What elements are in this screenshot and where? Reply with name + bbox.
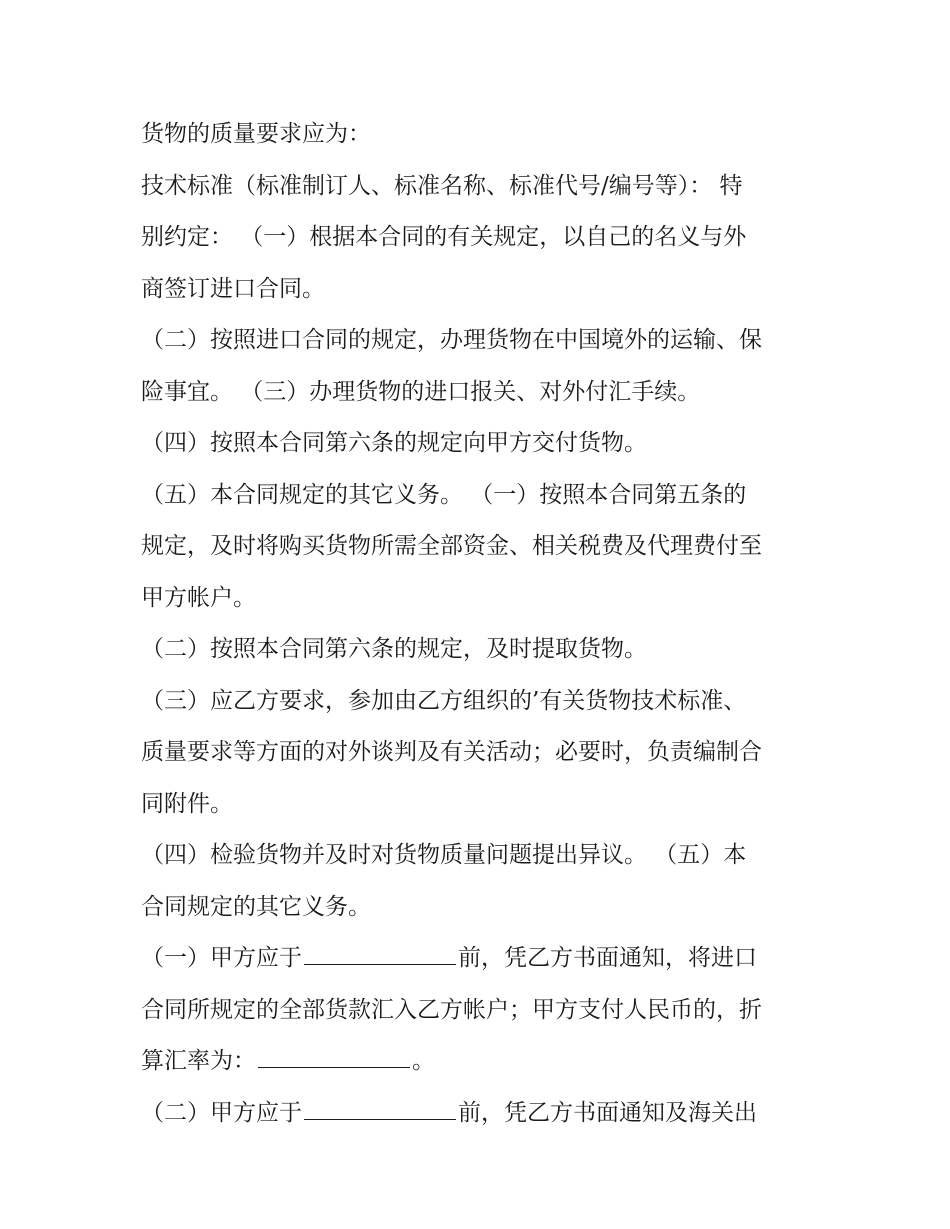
text-line: （四）按照本合同第六条的规定向甲方交付货物。 (141, 430, 647, 456)
text-line: 规定，及时将购买货物所需全部资金、相关税费及代理费付至 (141, 533, 762, 559)
blank-field-exchange-rate (258, 1047, 410, 1068)
text-line: 货物的质量要求应为： (141, 121, 371, 147)
exchange-rate-line (141, 1036, 831, 1088)
text-fragment: 。 (412, 1048, 435, 1074)
text-fragment: 前，凭乙方书面通知，将进口 (458, 945, 757, 971)
payment-deadline-line-2 (141, 1088, 831, 1140)
text-line: 甲方帐户。 (141, 584, 256, 611)
text-line: （四）检验货物并及时对货物质量问题提出异议。 （五）本 (141, 842, 747, 868)
text-line: 别约定： （一）根据本合同的有关规定，以自己的名义与外 (141, 224, 747, 250)
text-line: （二）按照进口合同的规定，办理货物在中国境外的运输、保 (141, 327, 762, 353)
blank-field-deadline-1 (304, 944, 456, 965)
blank-field-deadline-2 (304, 1099, 456, 1120)
text-line: 合同所规定的全部货款汇入乙方帐户；甲方支付人民币的，折 (141, 996, 762, 1023)
text-fragment: 算汇率为： (141, 1048, 256, 1074)
payment-deadline-line (141, 933, 831, 985)
text-line: 质量要求等方面的对外谈判及有关活动；必要时，负责编制合 (141, 739, 762, 765)
text-line: 商签订进口合同。 (141, 275, 325, 302)
text-fragment: （二）甲方应于 (141, 1099, 302, 1126)
text-line: 合同规定的其它义务。 (141, 893, 371, 920)
text-fragment: 前，凭乙方书面通知及海关出 (458, 1099, 757, 1126)
text-line: 险事宜。 （三）办理货物的进口报关、对外付汇手续。 (141, 378, 701, 405)
text-line: （二）按照本合同第六条的规定，及时提取货物。 (141, 636, 647, 662)
text-line: （三）应乙方要求，参加由乙方组织的’有关货物技术标准、 (141, 687, 747, 714)
text-line: 同附件。 (141, 790, 233, 817)
text-line: （五）本合同规定的其它义务。 （一）按照本合同第五条的 (141, 481, 747, 508)
contract-text-body (141, 109, 831, 1139)
text-fragment: （一）甲方应于 (141, 945, 302, 971)
text-line: 技术标准（标准制订人、标准名称、标准代号/编号等）： 特 (141, 172, 743, 199)
